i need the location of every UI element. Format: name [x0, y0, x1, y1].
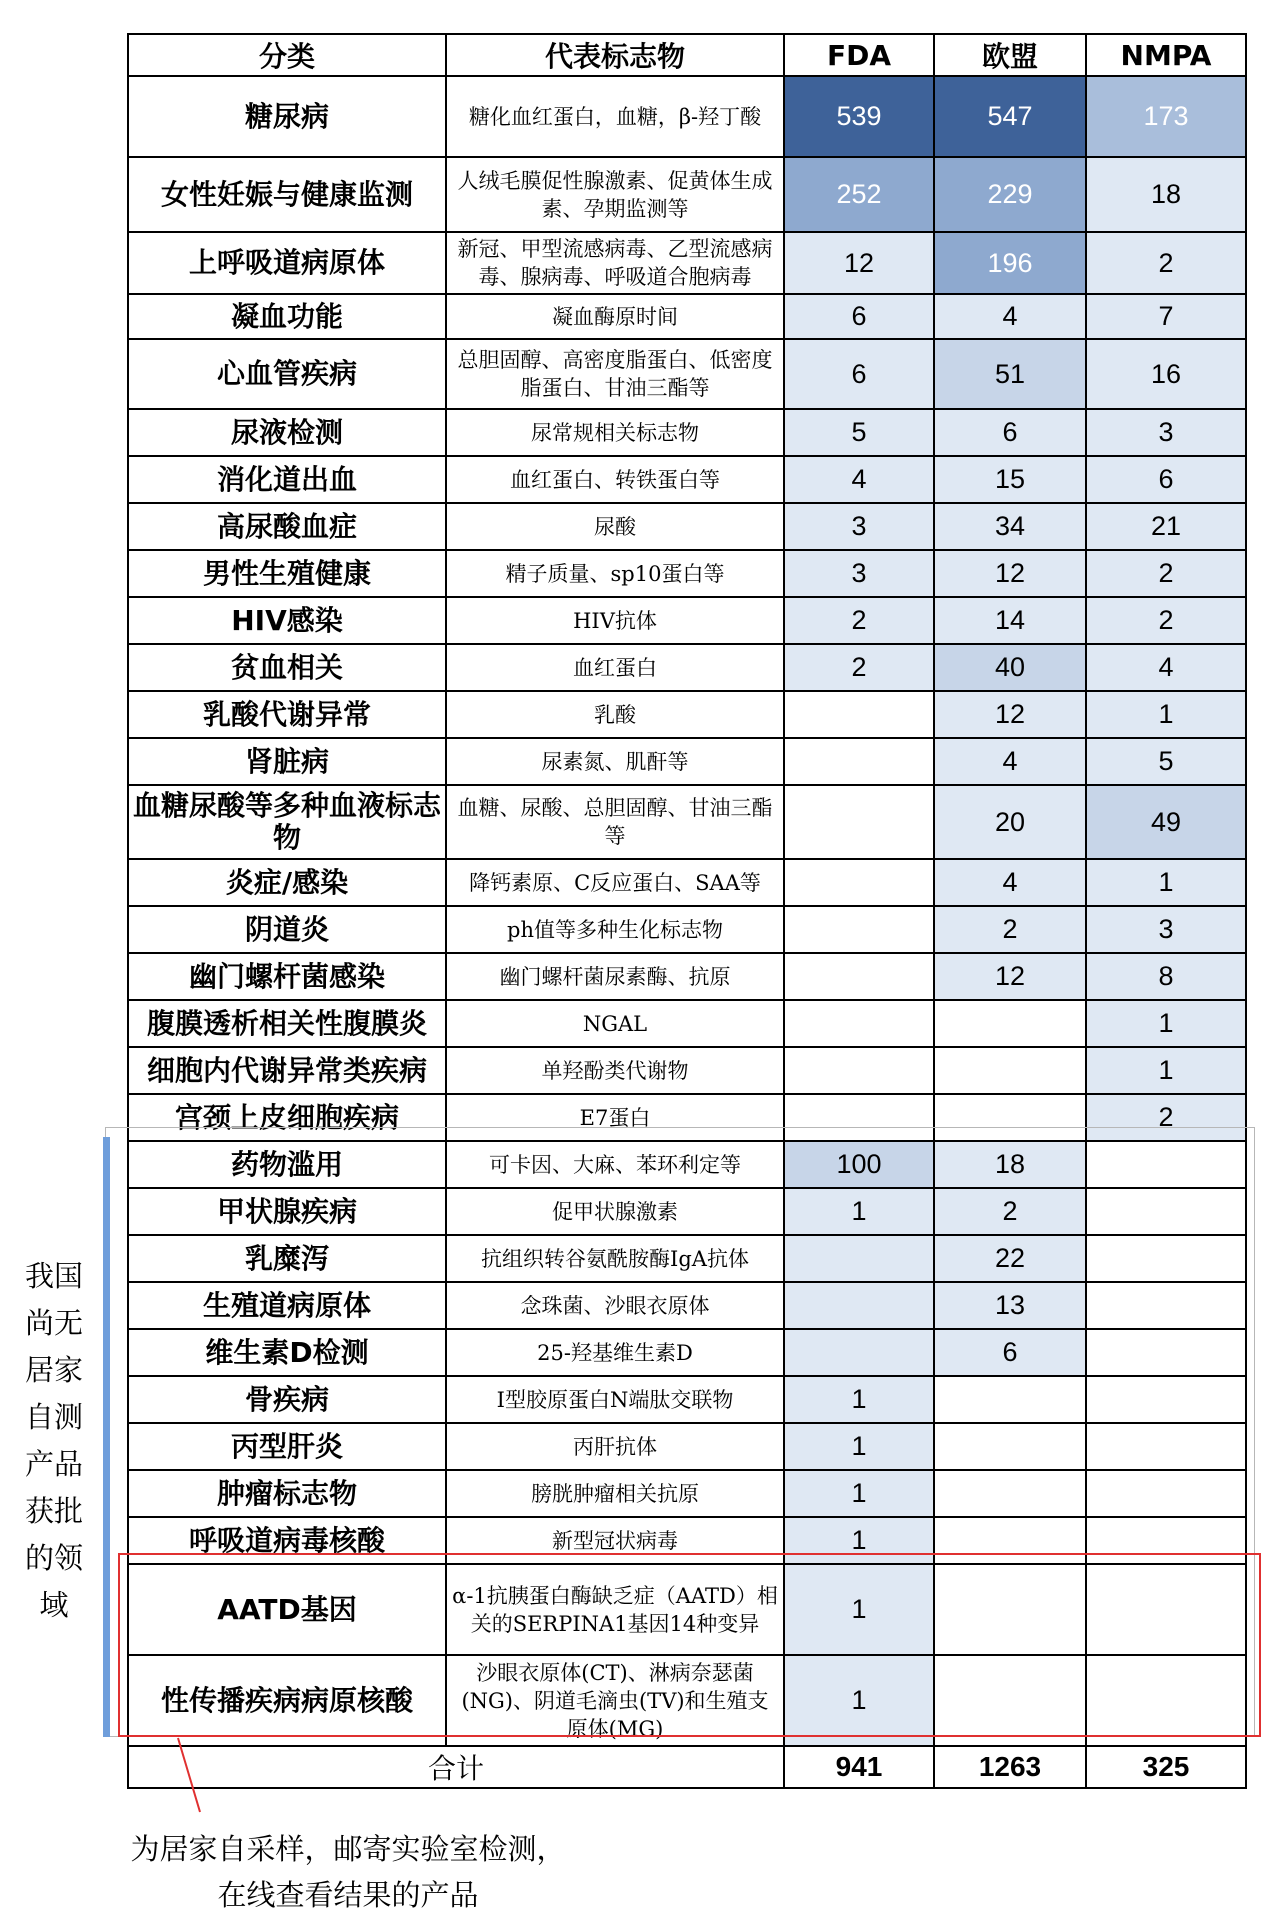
- table-row: [128, 1141, 1246, 1188]
- row-nmpa-count: 3: [1086, 409, 1246, 456]
- row-nmpa-count: 2: [1086, 232, 1246, 294]
- row-marker: 血红蛋白、转铁蛋白等: [446, 456, 784, 503]
- row-nmpa-count: 1: [1086, 859, 1246, 906]
- row-fda-count: 1: [784, 1655, 934, 1746]
- row-eu-count: 14: [934, 597, 1086, 644]
- table-row: [128, 1188, 1246, 1235]
- row-marker: 乳酸: [446, 691, 784, 738]
- row-nmpa-count: [1086, 1235, 1246, 1282]
- header-fda: FDA: [784, 34, 934, 76]
- row-eu-count: 4: [934, 294, 1086, 339]
- row-fda-count: [784, 859, 934, 906]
- table-row: [128, 738, 1246, 785]
- row-fda-count: [784, 691, 934, 738]
- row-nmpa-count: 6: [1086, 456, 1246, 503]
- row-marker: 沙眼衣原体(CT)、淋病奈瑟菌(NG)、阴道毛滴虫(TV)和生殖支原体(MG): [446, 1655, 784, 1746]
- home-test-approval-table: [127, 33, 1247, 1789]
- row-category: AATD基因: [128, 1564, 446, 1655]
- row-marker: α-1抗胰蛋白酶缺乏症（AATD）相关的SERPINA1基因14种变异: [446, 1564, 784, 1655]
- row-eu-count: 2: [934, 1188, 1086, 1235]
- row-category: 糖尿病: [128, 76, 446, 157]
- total-label: 合计: [128, 1746, 784, 1788]
- row-eu-count: [934, 1423, 1086, 1470]
- row-fda-count: 3: [784, 503, 934, 550]
- row-nmpa-count: 3: [1086, 906, 1246, 953]
- row-fda-count: [784, 1047, 934, 1094]
- row-marker: 血红蛋白: [446, 644, 784, 691]
- row-fda-count: 6: [784, 294, 934, 339]
- row-category: 骨疾病: [128, 1376, 446, 1423]
- table-row: [128, 550, 1246, 597]
- row-nmpa-count: 49: [1086, 785, 1246, 859]
- row-fda-count: 1: [784, 1376, 934, 1423]
- row-nmpa-count: 4: [1086, 644, 1246, 691]
- row-category: 药物滥用: [128, 1141, 446, 1188]
- row-eu-count: [934, 1000, 1086, 1047]
- row-category: 心血管疾病: [128, 339, 446, 409]
- table-row: [128, 157, 1246, 232]
- no-china-approval-bracket: [103, 1137, 110, 1737]
- table-row: [128, 232, 1246, 294]
- row-nmpa-count: [1086, 1329, 1246, 1376]
- table-row: [128, 1517, 1246, 1564]
- row-category: 乳糜泻: [128, 1235, 446, 1282]
- total-fda: 941: [784, 1746, 934, 1788]
- row-marker: 降钙素原、C反应蛋白、SAA等: [446, 859, 784, 906]
- table-row: [128, 785, 1246, 859]
- row-eu-count: 15: [934, 456, 1086, 503]
- row-marker: 尿素氮、肌酐等: [446, 738, 784, 785]
- row-category: 高尿酸血症: [128, 503, 446, 550]
- row-marker: 尿常规相关标志物: [446, 409, 784, 456]
- row-fda-count: [784, 906, 934, 953]
- row-category: 血糖尿酸等多种血液标志物: [128, 785, 446, 859]
- row-category: 男性生殖健康: [128, 550, 446, 597]
- row-fda-count: [784, 1000, 934, 1047]
- row-marker: 幽门螺杆菌尿素酶、抗原: [446, 953, 784, 1000]
- row-marker: 25-羟基维生素D: [446, 1329, 784, 1376]
- table-row: [128, 76, 1246, 157]
- table-row: [128, 859, 1246, 906]
- row-marker: 膀胱肿瘤相关抗原: [446, 1470, 784, 1517]
- row-eu-count: 51: [934, 339, 1086, 409]
- row-eu-count: 12: [934, 691, 1086, 738]
- row-marker: 丙肝抗体: [446, 1423, 784, 1470]
- row-eu-count: 13: [934, 1282, 1086, 1329]
- total-nmpa: 325: [1086, 1746, 1246, 1788]
- row-fda-count: [784, 738, 934, 785]
- row-marker: NGAL: [446, 1000, 784, 1047]
- row-fda-count: 2: [784, 597, 934, 644]
- row-nmpa-count: 2: [1086, 1094, 1246, 1141]
- row-category: 乳酸代谢异常: [128, 691, 446, 738]
- row-fda-count: 5: [784, 409, 934, 456]
- row-eu-count: 4: [934, 859, 1086, 906]
- row-marker: 总胆固醇、高密度脂蛋白、低密度脂蛋白、甘油三酯等: [446, 339, 784, 409]
- row-fda-count: [784, 1094, 934, 1141]
- row-nmpa-count: 7: [1086, 294, 1246, 339]
- table-row: [128, 456, 1246, 503]
- row-nmpa-count: [1086, 1517, 1246, 1564]
- row-marker: 血糖、尿酸、总胆固醇、甘油三酯等: [446, 785, 784, 859]
- row-category: 尿液检测: [128, 409, 446, 456]
- table-row: [128, 597, 1246, 644]
- row-nmpa-count: 18: [1086, 157, 1246, 232]
- row-eu-count: [934, 1470, 1086, 1517]
- table-row: [128, 503, 1246, 550]
- row-eu-count: [934, 1376, 1086, 1423]
- row-nmpa-count: [1086, 1376, 1246, 1423]
- row-category: 细胞内代谢异常类疾病: [128, 1047, 446, 1094]
- header-eu: 欧盟: [934, 34, 1086, 76]
- row-fda-count: 6: [784, 339, 934, 409]
- row-eu-count: [934, 1655, 1086, 1746]
- row-category: 肿瘤标志物: [128, 1470, 446, 1517]
- table-row: [128, 1235, 1246, 1282]
- row-category: 呼吸道病毒核酸: [128, 1517, 446, 1564]
- row-fda-count: 539: [784, 76, 934, 157]
- row-nmpa-count: [1086, 1282, 1246, 1329]
- row-nmpa-count: [1086, 1655, 1246, 1746]
- row-marker: 促甲状腺激素: [446, 1188, 784, 1235]
- row-eu-count: 20: [934, 785, 1086, 859]
- row-category: 上呼吸道病原体: [128, 232, 446, 294]
- row-eu-count: 196: [934, 232, 1086, 294]
- row-nmpa-count: 21: [1086, 503, 1246, 550]
- row-eu-count: [934, 1564, 1086, 1655]
- row-nmpa-count: 1: [1086, 1047, 1246, 1094]
- table-row: [128, 1329, 1246, 1376]
- row-category: 凝血功能: [128, 294, 446, 339]
- row-nmpa-count: 2: [1086, 550, 1246, 597]
- row-nmpa-count: [1086, 1470, 1246, 1517]
- table-row: [128, 1094, 1246, 1141]
- side-note: 我国尚无居家自测产品获批的领域: [24, 1259, 83, 1622]
- row-marker: 凝血酶原时间: [446, 294, 784, 339]
- row-eu-count: 18: [934, 1141, 1086, 1188]
- row-eu-count: 12: [934, 550, 1086, 597]
- row-nmpa-count: [1086, 1188, 1246, 1235]
- row-category: 腹膜透析相关性腹膜炎: [128, 1000, 446, 1047]
- table-row: [128, 906, 1246, 953]
- row-marker: ph值等多种生化标志物: [446, 906, 784, 953]
- table-row: [128, 1564, 1246, 1655]
- row-fda-count: 100: [784, 1141, 934, 1188]
- row-category: 炎症/感染: [128, 859, 446, 906]
- row-category: 贫血相关: [128, 644, 446, 691]
- row-nmpa-count: 1: [1086, 1000, 1246, 1047]
- row-eu-count: [934, 1517, 1086, 1564]
- row-marker: 可卡因、大麻、苯环利定等: [446, 1141, 784, 1188]
- row-marker: HIV抗体: [446, 597, 784, 644]
- row-eu-count: 6: [934, 409, 1086, 456]
- header-category: 分类: [128, 34, 446, 76]
- row-marker: E7蛋白: [446, 1094, 784, 1141]
- row-fda-count: 1: [784, 1470, 934, 1517]
- row-fda-count: 4: [784, 456, 934, 503]
- total-eu: 1263: [934, 1746, 1086, 1788]
- row-marker: 新冠、甲型流感病毒、乙型流感病毒、腺病毒、呼吸道合胞病毒: [446, 232, 784, 294]
- row-nmpa-count: 173: [1086, 76, 1246, 157]
- row-fda-count: [784, 1329, 934, 1376]
- row-eu-count: 547: [934, 76, 1086, 157]
- table-row: [128, 1655, 1246, 1746]
- table-row: [128, 1282, 1246, 1329]
- header-marker: 代表标志物: [446, 34, 784, 76]
- row-marker: 新型冠状病毒: [446, 1517, 784, 1564]
- table-row: [128, 294, 1246, 339]
- row-fda-count: [784, 953, 934, 1000]
- row-marker: I型胶原蛋白N端肽交联物: [446, 1376, 784, 1423]
- row-nmpa-count: 16: [1086, 339, 1246, 409]
- row-marker: 念珠菌、沙眼衣原体: [446, 1282, 784, 1329]
- row-nmpa-count: 1: [1086, 691, 1246, 738]
- table-row: [128, 1000, 1246, 1047]
- row-category: HIV感染: [128, 597, 446, 644]
- row-category: 性传播疾病病原核酸: [128, 1655, 446, 1746]
- table-row: [128, 1376, 1246, 1423]
- row-fda-count: 1: [784, 1423, 934, 1470]
- row-category: 女性妊娠与健康监测: [128, 157, 446, 232]
- row-nmpa-count: [1086, 1423, 1246, 1470]
- row-category: 消化道出血: [128, 456, 446, 503]
- header-nmpa: NMPA: [1086, 34, 1246, 76]
- row-category: 肾脏病: [128, 738, 446, 785]
- row-fda-count: [784, 1282, 934, 1329]
- row-eu-count: 12: [934, 953, 1086, 1000]
- row-eu-count: 40: [934, 644, 1086, 691]
- row-category: 甲状腺疾病: [128, 1188, 446, 1235]
- row-fda-count: 1: [784, 1564, 934, 1655]
- row-marker: 单羟酚类代谢物: [446, 1047, 784, 1094]
- row-marker: 精子质量、sp10蛋白等: [446, 550, 784, 597]
- row-marker: 尿酸: [446, 503, 784, 550]
- row-eu-count: 229: [934, 157, 1086, 232]
- row-category: 生殖道病原体: [128, 1282, 446, 1329]
- table-row: [128, 409, 1246, 456]
- row-category: 阴道炎: [128, 906, 446, 953]
- row-eu-count: 6: [934, 1329, 1086, 1376]
- table-row: [128, 1470, 1246, 1517]
- row-nmpa-count: 2: [1086, 597, 1246, 644]
- row-nmpa-count: [1086, 1141, 1246, 1188]
- row-eu-count: 22: [934, 1235, 1086, 1282]
- home-sampling-footnote: 为居家自采样，邮寄实验室检测，在线查看结果的产品: [130, 1832, 566, 1912]
- row-marker: 抗组织转谷氨酰胺酶IgA抗体: [446, 1235, 784, 1282]
- row-fda-count: 252: [784, 157, 934, 232]
- row-category: 宫颈上皮细胞疾病: [128, 1094, 446, 1141]
- table-row: [128, 691, 1246, 738]
- table-row: [128, 1423, 1246, 1470]
- table-row: [128, 1047, 1246, 1094]
- row-category: 丙型肝炎: [128, 1423, 446, 1470]
- row-nmpa-count: 8: [1086, 953, 1246, 1000]
- row-category: 幽门螺杆菌感染: [128, 953, 446, 1000]
- row-fda-count: 2: [784, 644, 934, 691]
- row-marker: 人绒毛膜促性腺激素、促黄体生成素、孕期监测等: [446, 157, 784, 232]
- row-eu-count: 4: [934, 738, 1086, 785]
- table-header-row: [128, 34, 1246, 76]
- row-fda-count: 12: [784, 232, 934, 294]
- row-fda-count: 1: [784, 1517, 934, 1564]
- table-row: [128, 644, 1246, 691]
- row-fda-count: 1: [784, 1188, 934, 1235]
- row-nmpa-count: [1086, 1564, 1246, 1655]
- row-fda-count: 3: [784, 550, 934, 597]
- table-body: [128, 34, 1246, 1788]
- row-eu-count: 34: [934, 503, 1086, 550]
- row-nmpa-count: 5: [1086, 738, 1246, 785]
- row-category: 维生素D检测: [128, 1329, 446, 1376]
- row-fda-count: [784, 785, 934, 859]
- row-eu-count: [934, 1047, 1086, 1094]
- total-row: [128, 1746, 1246, 1788]
- row-fda-count: [784, 1235, 934, 1282]
- table-row: [128, 953, 1246, 1000]
- row-marker: 糖化血红蛋白，血糖，β-羟丁酸: [446, 76, 784, 157]
- row-eu-count: 2: [934, 906, 1086, 953]
- table-row: [128, 339, 1246, 409]
- row-eu-count: [934, 1094, 1086, 1141]
